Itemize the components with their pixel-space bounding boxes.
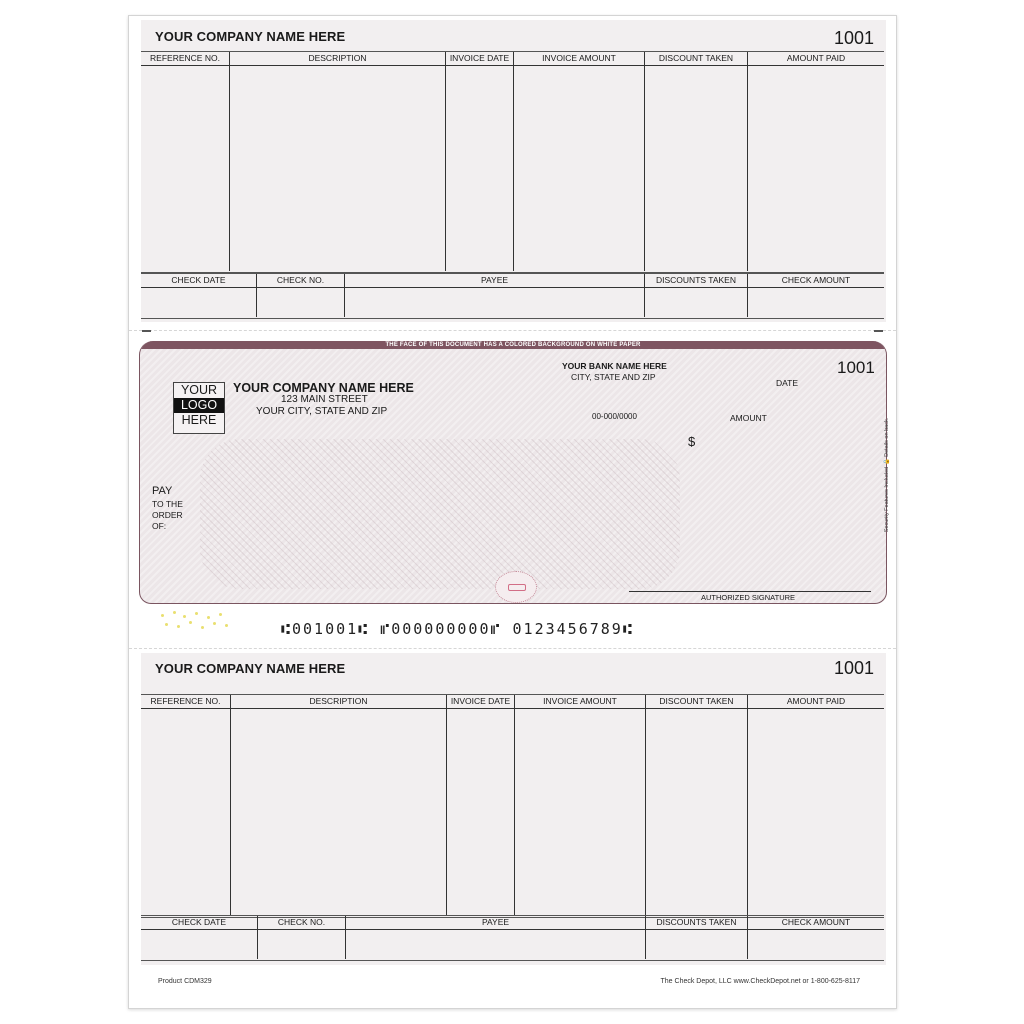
key-icon [508,584,526,591]
cell-check-amount[interactable] [747,288,884,317]
col-check-date: CHECK DATE [171,275,226,285]
cell-check-no[interactable] [257,930,345,959]
col-check-date: CHECK DATE [171,917,227,927]
cell-invoice-date[interactable] [445,66,513,271]
check-number: 1001 [837,358,875,377]
invoice-table-body [141,66,884,271]
summary-table-body [141,930,884,959]
cell-reference-no[interactable] [141,66,229,271]
amount-label: AMOUNT [730,413,767,423]
order-label: ORDER [152,510,183,520]
perforation-mark [142,330,151,332]
void-pantograph-pattern [200,439,680,589]
signature-line[interactable] [629,591,871,592]
col-payee: PAYEE [345,916,645,929]
col-description: DESCRIPTION [230,695,446,708]
hologram-foil-dots [159,611,234,633]
company-address-street: 123 MAIN STREET [281,394,368,405]
bank-name: YOUR BANK NAME HERE [562,361,667,371]
summary-table-header [141,916,884,930]
stub-check-number: 1001 [833,658,874,678]
cell-check-no[interactable] [256,288,344,317]
bank-city: CITY, STATE AND ZIP [571,372,656,382]
col-discount-taken: DISCOUNT TAKEN [644,52,747,65]
col-reference-no: REFERENCE NO. [150,53,220,63]
col-discounts-taken: DISCOUNTS TAKEN [645,916,747,929]
check-face [139,341,887,604]
check-body [140,349,886,603]
vendor-info: The Check Depot, LLC www.CheckDepot.net or 1-800-625-8117 [660,978,860,985]
summary-table-body [141,288,884,317]
security-features-text: Security Features Included 🔒 Details on back. [884,417,890,533]
col-check-no: CHECK NO. [256,274,344,287]
col-discounts-taken: DISCOUNTS TAKEN [644,274,747,287]
cell-check-amount[interactable] [747,930,884,959]
col-invoice-amount: INVOICE AMOUNT [513,52,644,65]
product-code: Product CDM329 [158,978,212,985]
stub-company-name: YOUR COMPANY NAME HERE [155,29,346,44]
col-reference-no: REFERENCE NO. [150,696,221,706]
security-features-note [879,394,893,564]
invoice-table-header [141,695,884,709]
invoice-table-header [141,52,884,66]
of-label: OF: [152,521,167,531]
authorized-signature-label: AUTHORIZED SIGNATURE [701,593,796,602]
cell-check-date[interactable] [141,288,256,317]
fraction-routing-code: 00-000/0000 [592,412,637,421]
summary-table-header [141,274,884,288]
rub-red-image-seal [495,571,537,603]
cell-payee[interactable] [344,288,644,317]
cell-discounts-taken[interactable] [644,288,747,317]
stub-check-number: 1001 [833,28,874,48]
col-discount-taken: DISCOUNT TAKEN [645,695,747,708]
bottom-voucher-stub [141,653,886,965]
cell-invoice-amount[interactable] [513,66,644,271]
col-invoice-date: INVOICE DATE [446,695,514,708]
cell-description[interactable] [230,709,446,916]
logo-line-2: LOGO [174,398,224,413]
col-payee: PAYEE [344,274,644,287]
cell-description[interactable] [229,66,445,271]
cell-discounts-taken[interactable] [645,930,747,959]
security-banner: THE FACE OF THIS DOCUMENT HAS A COLORED BACKGROUND ON WHITE PAPER [140,341,886,349]
company-address-city: YOUR CITY, STATE AND ZIP [256,406,388,417]
col-invoice-amount: INVOICE AMOUNT [514,695,645,708]
cell-payee[interactable] [345,930,645,959]
stub-company-name: YOUR COMPANY NAME HERE [155,661,346,676]
invoice-table [141,51,884,273]
logo-placeholder [173,382,225,434]
cell-check-date[interactable] [141,930,257,959]
cell-invoice-date[interactable] [446,709,514,916]
summary-table [141,915,884,961]
col-description: DESCRIPTION [229,52,445,65]
cell-reference-no[interactable] [141,709,230,916]
col-check-no: CHECK NO. [257,916,345,929]
dollar-sign: $ [688,434,696,449]
to-the-label: TO THE [152,499,183,509]
invoice-table-body [141,709,884,916]
date-label: DATE [776,378,799,388]
col-invoice-date: INVOICE DATE [445,52,513,65]
check-company-name: YOUR COMPANY NAME HERE [233,381,414,395]
col-amount-paid: AMOUNT PAID [747,695,884,708]
pay-label: PAY [152,485,173,497]
col-check-amount: CHECK AMOUNT [747,916,884,929]
perforation-mark [874,330,883,332]
col-amount-paid: AMOUNT PAID [747,52,884,65]
logo-line-1: YOUR [180,383,218,397]
cell-discount-taken[interactable] [644,66,747,271]
summary-table [141,273,884,319]
cell-amount-paid[interactable] [747,709,884,916]
perforation-line-top [129,330,896,331]
cell-invoice-amount[interactable] [514,709,645,916]
cell-discount-taken[interactable] [645,709,747,916]
logo-line-3: HERE [181,413,217,427]
check-sheet [128,15,897,1009]
cell-amount-paid[interactable] [747,66,884,271]
perforation-line-bottom [129,648,896,649]
col-check-amount: CHECK AMOUNT [747,274,884,287]
top-voucher-stub [141,20,886,322]
micr-line: ⑆001001⑆ ⑈000000000⑈ 0123456789⑆ [281,620,634,638]
invoice-table [141,694,884,918]
